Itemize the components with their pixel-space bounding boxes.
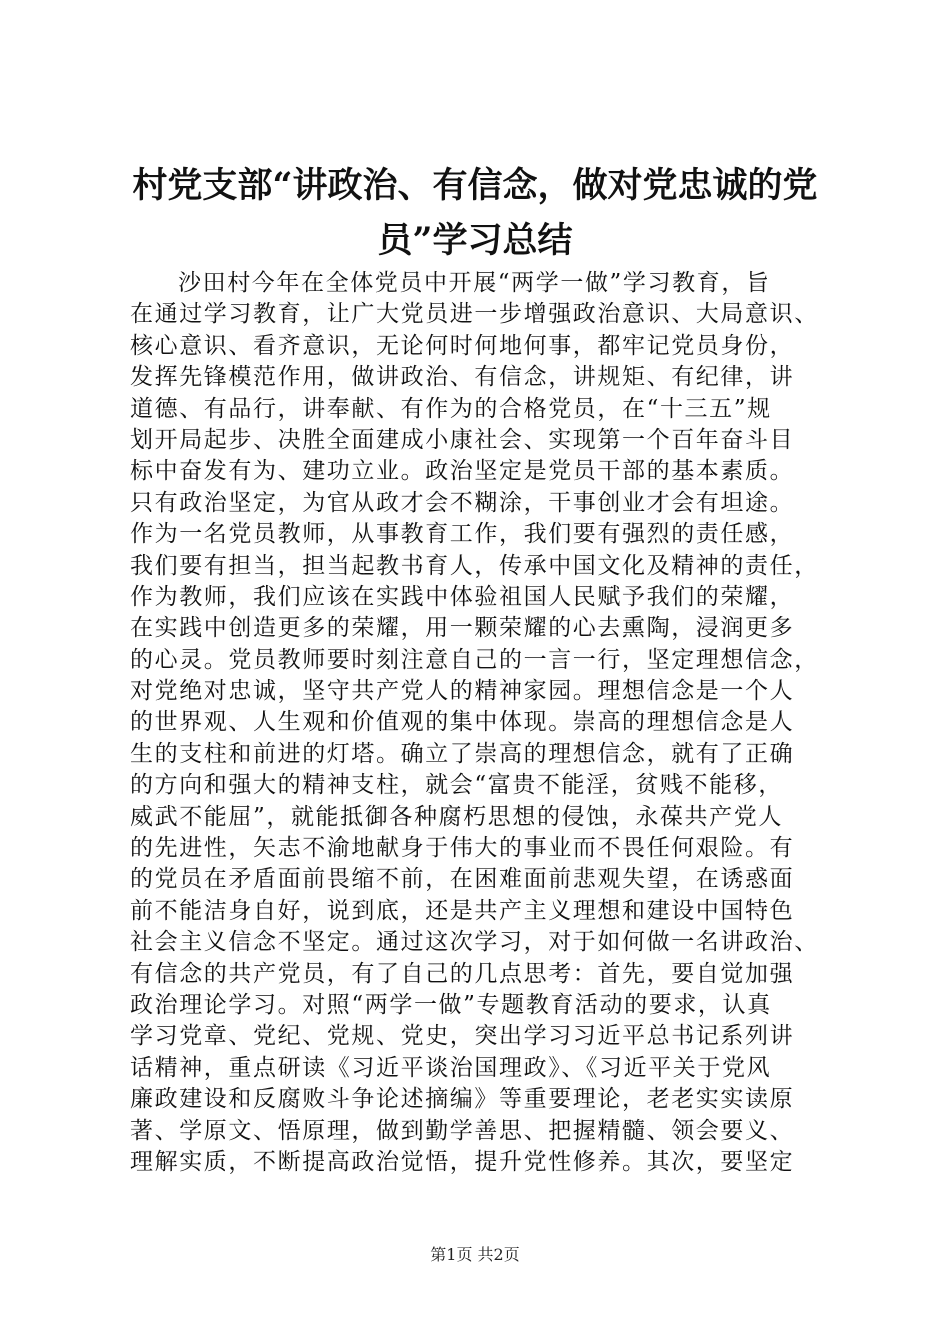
body-line: 廉政建设和反腐败斗争论述摘编》等重要理论，老老实实读原	[130, 1086, 795, 1113]
document-title	[120, 158, 830, 268]
body-line: 道德、有品行，讲奉献、有作为的合格党员，在“十三五”规	[130, 395, 772, 422]
body-line: 话精神，重点研读《习近平谈治国理政》、《习近平关于党风	[130, 1054, 772, 1081]
body-line: 作为教师，我们应该在实践中体验祖国人民赋予我们的荣耀，	[130, 583, 795, 610]
body-paragraph	[130, 268, 842, 1178]
page-number-footer: 第1页 共2页	[430, 1245, 520, 1264]
body-line: 发挥先锋模范作用，做讲政治、有信念，讲规矩、有纪律，讲	[130, 364, 795, 391]
body-line: 核心意识、看齐意识，无论何时何地何事，都牢记党员身份，	[130, 332, 795, 359]
body-line: 学习党章、党纪、党规、党史，突出学习习近平总书记系列讲	[130, 1023, 795, 1050]
body-line: 社会主义信念不坚定。通过这次学习，对于如何做一名讲政治、	[130, 929, 819, 956]
body-line: 理解实质，不断提高政治觉悟，提升党性修养。其次，要坚定	[130, 1148, 795, 1175]
body-line: 的世界观、人生观和价值观的集中体现。崇高的理想信念是人	[130, 709, 795, 736]
body-line: 著、学原文、悟原理，做到勤学善思、把握精髓、领会要义、	[130, 1117, 795, 1144]
body-line: 前不能洁身自好，说到底，还是共产主义理想和建设中国特色	[130, 897, 795, 924]
body-line: 在通过学习教育，让广大党员进一步增强政治意识、大局意识、	[130, 301, 819, 328]
body-line: 沙田村今年在全体党员中开展“两学一做”学习教育，旨	[178, 270, 771, 296]
body-line: 政治理论学习。对照“两学一做”专题教育活动的要求，认真	[130, 991, 772, 1018]
body-line: 有信念的共产党员，有了自己的几点思考：首先，要自觉加强	[130, 960, 795, 987]
body-line: 划开局起步、决胜全面建成小康社会、实现第一个百年奋斗目	[130, 426, 795, 453]
body-line: 作为一名党员教师，从事教育工作，我们要有强烈的责任感，	[130, 521, 795, 548]
body-line: 的心灵。党员教师要时刻注意自己的一言一行，坚定理想信念，	[130, 646, 819, 673]
title-line-2: 员”学习总结	[377, 220, 573, 261]
body-line: 威武不能屈”，就能抵御各种腐朽思想的侵蚀，永葆共产党人	[130, 803, 783, 830]
body-line: 只有政治坚定，为官从政才会不糊涂，干事创业才会有坦途。	[130, 489, 795, 516]
body-line: 生的支柱和前进的灯塔。确立了崇高的理想信念，就有了正确	[130, 740, 795, 767]
body-line: 的先进性，矢志不渝地献身于伟大的事业而不畏任何艰险。有	[130, 835, 795, 862]
body-line: 在实践中创造更多的荣耀，用一颗荣耀的心去熏陶，浸润更多	[130, 615, 795, 642]
title-line-1: 村党支部“讲政治、有信念，做对党忠诚的党	[132, 165, 818, 206]
body-line: 我们要有担当，担当起教书育人，传承中国文化及精神的责任，	[130, 552, 819, 579]
body-line: 的方向和强大的精神支柱，就会“富贵不能淫，贫贱不能移，	[130, 772, 783, 799]
body-line: 的党员在矛盾面前畏缩不前，在困难面前悲观失望，在诱惑面	[130, 866, 795, 893]
body-line: 标中奋发有为、建功立业。政治坚定是党员干部的基本素质。	[130, 458, 795, 485]
body-line: 对党绝对忠诚，坚守共产党人的精神家园。理想信念是一个人	[130, 678, 795, 705]
